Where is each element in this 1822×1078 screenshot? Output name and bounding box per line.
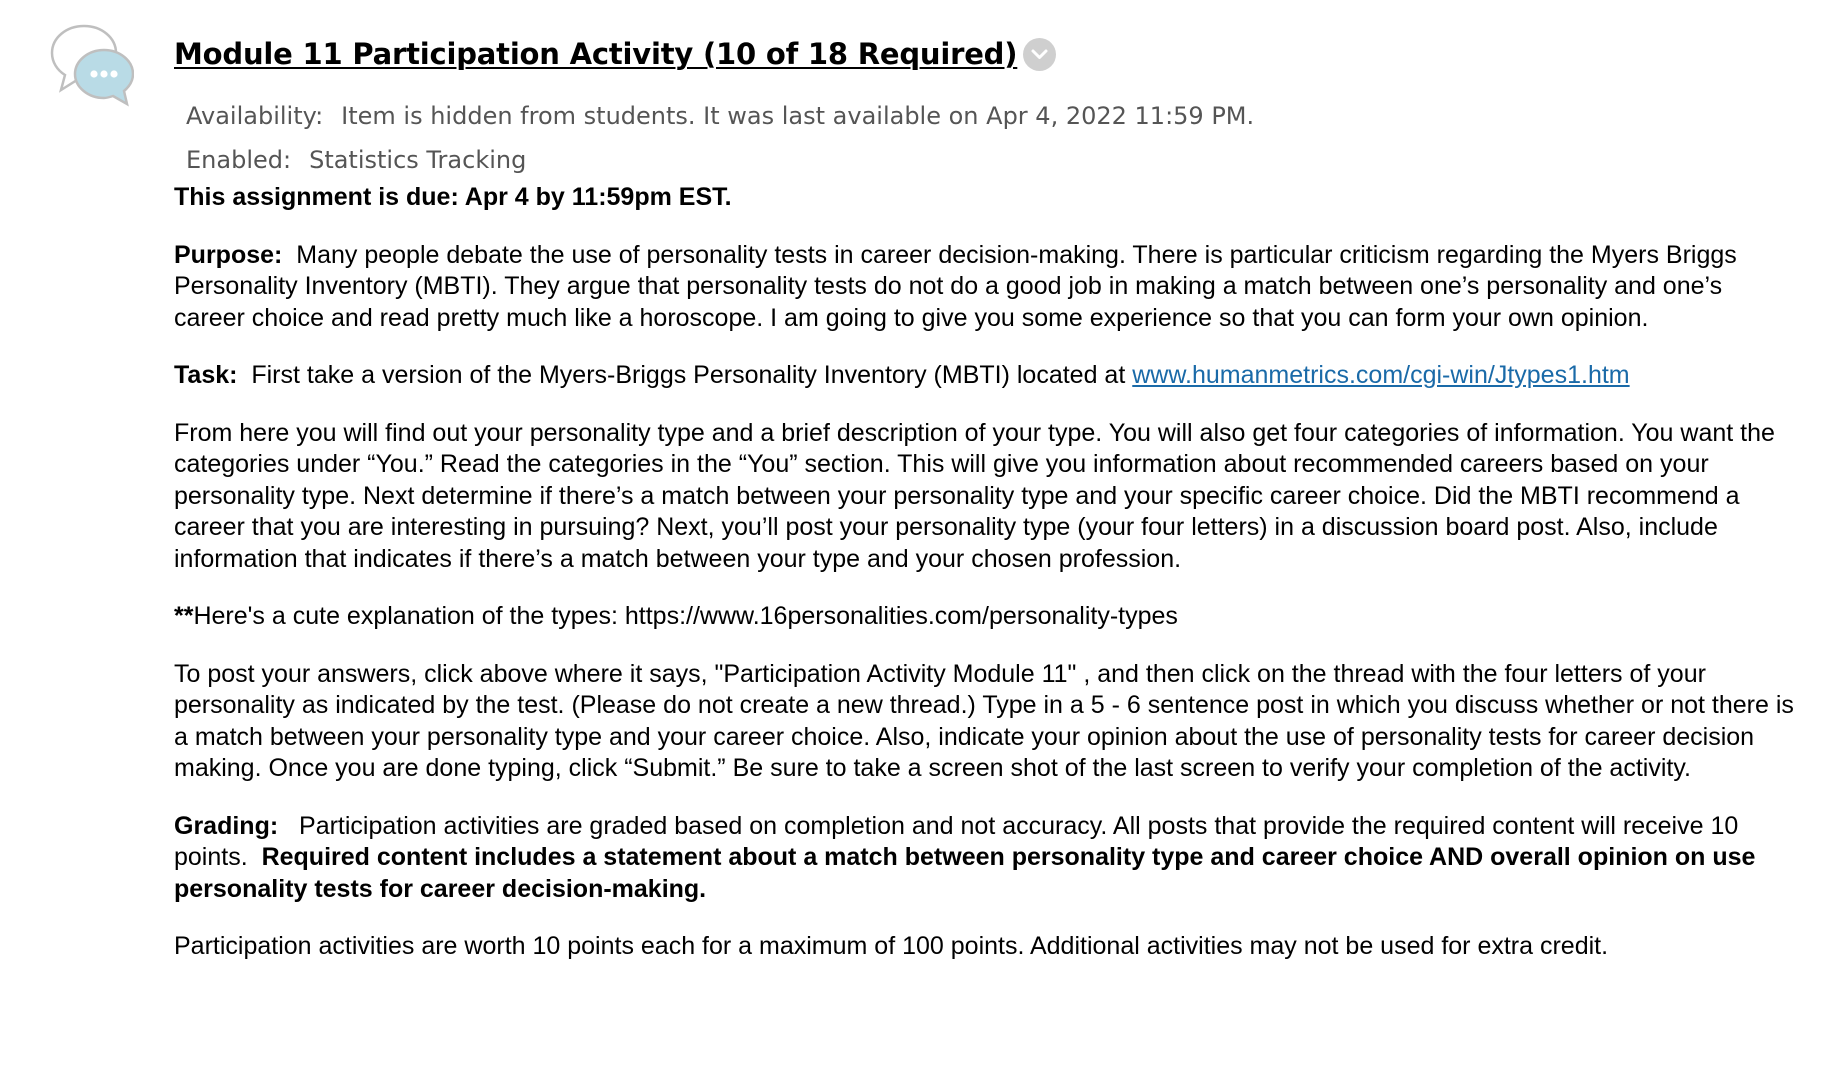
posting-instructions-paragraph: To post your answers, click above where it says, "Participation Activity Module 11" , and then click on the thread with the four letters of your personality as indicated by the test. (Please do not create a new thread.) Type in a 5 - 6 sentence post in which you discuss whether or not there is a match between your personality type and your career choice. Also, indicate your opinion about the use of personality tests for career decision making. Once you are done typing, click “Submit.” Be sure to take a screen shot of the last screen to verify your completion of the activity.	[174, 659, 1794, 782]
grading-requirements-text: Required content includes a statement about a match between personality type and career choice AND overall opinion on use personality tests for career decision-making.	[174, 843, 1756, 903]
task-label: Task:	[174, 361, 238, 389]
due-date-text: This assignment is due: Apr 4 by 11:59pm EST.	[174, 183, 732, 211]
availability-row	[186, 94, 1794, 138]
purpose-text: Many people debate the use of personality tests in career decision-making. There is particular criticism regarding the Myers Briggs Personality Inventory (MBTI). They argue that personality tests do not do a good job in making a match between one’s personality and one’s career choice and read pretty much like a horoscope. I am going to give you some experience so that you can form your own opinion.	[174, 240, 1737, 332]
purpose-paragraph	[174, 240, 1794, 335]
options-menu-button[interactable]	[1023, 38, 1056, 71]
availability-value: Item is hidden from students. It was last available on Apr 4, 2022 11:59 PM.	[341, 102, 1255, 130]
item-description	[174, 182, 1794, 963]
content-item	[174, 28, 1794, 989]
enabled-row	[186, 138, 1794, 182]
purpose-label: Purpose:	[174, 240, 283, 269]
points-paragraph: Participation activities are worth 10 points each for a maximum of 100 points. Additional activities may not be used for extra credit.	[174, 932, 1609, 960]
discussion-bubbles-icon	[48, 22, 134, 108]
enabled-value: Statistics Tracking	[309, 146, 527, 174]
enabled-label: Enabled:	[186, 146, 292, 174]
types-explanation-marker: **	[174, 602, 194, 630]
humanmetrics-link[interactable]: www.humanmetrics.com/cgi-win/Jtypes1.htm	[1132, 361, 1630, 389]
types-explanation-paragraph	[174, 601, 1794, 633]
chevron-down-icon	[1023, 38, 1056, 71]
availability-label: Availability:	[186, 102, 324, 130]
task-paragraph	[174, 360, 1794, 392]
task-text: First take a version of the Myers-Briggs Personality Inventory (MBTI) located at	[251, 361, 1126, 389]
grading-label: Grading:	[174, 811, 279, 840]
types-explanation-text: Here's a cute explanation of the types: https://www.16personalities.com/personality-types	[193, 602, 1178, 630]
item-header	[174, 28, 1794, 80]
item-title-link[interactable]: Module 11 Participation Activity (10 of 18 Required)	[174, 37, 1018, 71]
grading-text: Participation activities are graded based on completion and not accuracy. All posts that provide the required content will receive 10 points.	[174, 811, 1739, 871]
grading-paragraph	[174, 811, 1794, 906]
instructions-paragraph: From here you will find out your personality type and a brief description of your type. You will also get four categories of information. You want the categories under “You.” Read the categories in the “You” section. This will give you information about recommended careers based on your personality type. Next determine if there’s a match between your personality type and your specific career choice. Did the MBTI recommend a career that you are interesting in pursuing? Next, you’ll post your personality type (your four letters) in a discussion board post. Also, include information that indicates if there’s a match between your type and your chosen profession.	[174, 418, 1775, 573]
